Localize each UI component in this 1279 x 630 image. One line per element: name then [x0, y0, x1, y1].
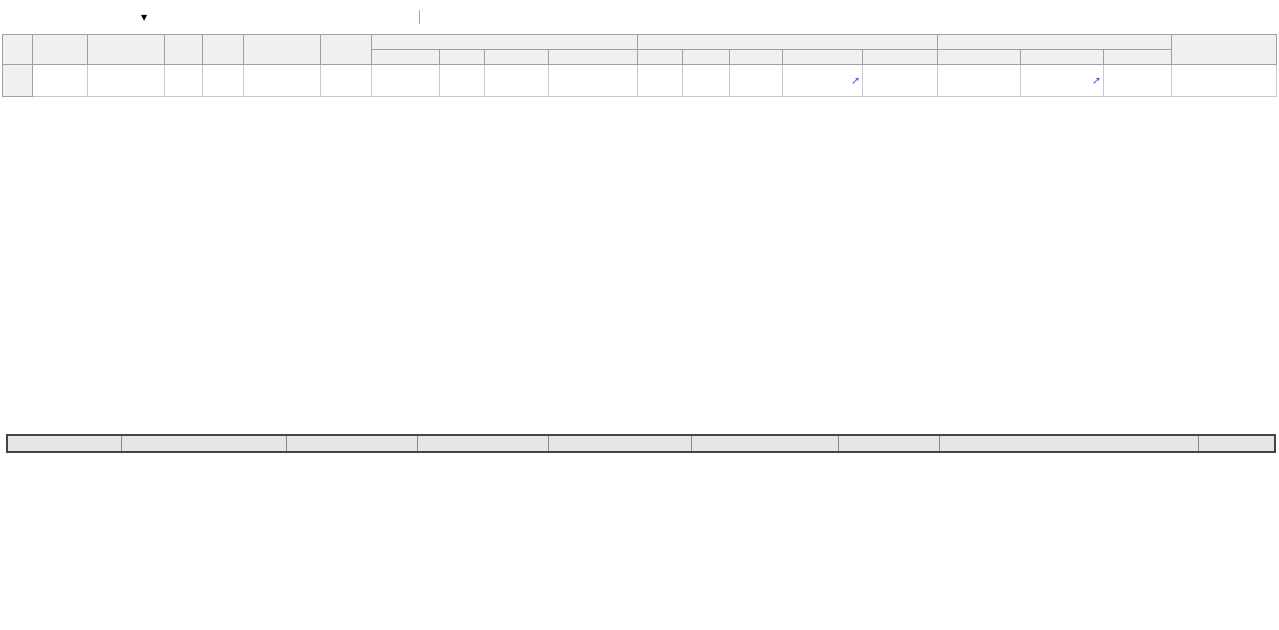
- col-side[interactable]: [165, 35, 203, 65]
- side-label: [165, 65, 203, 97]
- status: [88, 65, 165, 97]
- stock-code: [203, 65, 244, 97]
- sum-col-winrate[interactable]: [1199, 435, 1275, 452]
- sum-col-rate[interactable]: [839, 435, 939, 452]
- col-exit-time[interactable]: [638, 50, 683, 65]
- exit-time: [638, 65, 683, 97]
- separator: [419, 10, 420, 24]
- group-jishimai: [638, 35, 938, 50]
- col-exit-shares[interactable]: [683, 50, 730, 65]
- toolbar: [0, 0, 1279, 38]
- table-row[interactable]: [3, 65, 1277, 97]
- sum-col-loss[interactable]: [418, 435, 549, 452]
- col-entry-date[interactable]: [371, 50, 439, 65]
- col-note[interactable]: [1172, 35, 1277, 65]
- pl: [863, 65, 938, 97]
- recommended-pl: [937, 65, 1020, 97]
- col-no[interactable]: [3, 35, 33, 65]
- sum-col-net[interactable]: [549, 435, 692, 452]
- filter-dropdown[interactable]: [2, 7, 242, 29]
- col-rate[interactable]: [1104, 50, 1172, 65]
- sum-col-cumulative[interactable]: [692, 435, 839, 452]
- sum-col-settled[interactable]: [122, 435, 287, 452]
- col-investment[interactable]: [548, 50, 638, 65]
- col-day-change[interactable]: [783, 50, 863, 65]
- sum-col-profit[interactable]: [287, 435, 418, 452]
- arrow-up-right-icon: ➚: [1091, 73, 1102, 87]
- group-shikake: [371, 35, 637, 50]
- sum-col-record[interactable]: [939, 435, 1199, 452]
- exit-price: [729, 65, 782, 97]
- entry-price: [484, 65, 548, 97]
- entry-shares: [440, 65, 485, 97]
- sum-col-period[interactable]: [7, 435, 122, 452]
- col-exit-price[interactable]: [729, 50, 782, 65]
- elapsed-days: [32, 65, 87, 97]
- col-name[interactable]: [243, 35, 320, 65]
- entry-date: [371, 65, 439, 97]
- exit-shares: [683, 65, 730, 97]
- positions-body: [3, 65, 1277, 97]
- col-entry-shares[interactable]: [440, 50, 485, 65]
- day-change: [783, 65, 863, 97]
- stock-name[interactable]: [243, 65, 320, 97]
- col-recommended-pl[interactable]: [937, 50, 1020, 65]
- positions-table: [2, 34, 1277, 97]
- market: [320, 65, 371, 97]
- col-pl[interactable]: [863, 50, 938, 65]
- col-status[interactable]: [88, 35, 165, 65]
- col-entry-price[interactable]: [484, 50, 548, 65]
- summary-header-row: [7, 435, 1275, 452]
- col-code[interactable]: [203, 35, 244, 65]
- group-saya: [937, 35, 1172, 50]
- investment: [548, 65, 638, 97]
- col-elapsed[interactable]: [32, 35, 87, 65]
- note[interactable]: [1172, 65, 1277, 97]
- dropdown-arrow-icon[interactable]: ▼: [141, 13, 148, 22]
- col-market[interactable]: [320, 35, 371, 65]
- row-no: [3, 65, 33, 97]
- header-group-row: [3, 35, 1277, 50]
- saya-pl: [1021, 65, 1104, 97]
- summary-table: [6, 434, 1276, 453]
- arrow-up-right-icon: ➚: [850, 73, 861, 87]
- col-saya-pl[interactable]: [1021, 50, 1104, 65]
- profit-rate: [1104, 65, 1172, 97]
